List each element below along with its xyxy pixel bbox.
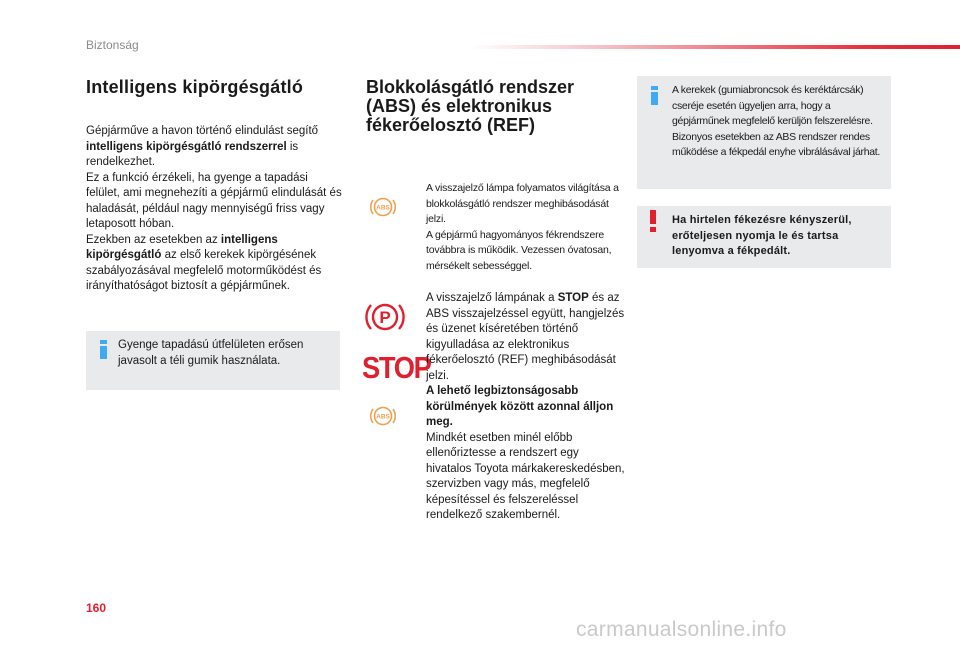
info-icon <box>99 340 109 363</box>
middle-section-title: Blokkolásgátló rendszer (ABS) és elektronikus fékerőelosztó (REF) <box>366 77 575 135</box>
watermark: carmanualsonline.info <box>576 618 787 641</box>
header-accent-bar <box>470 45 960 49</box>
abs-icon-label: ABS <box>376 204 390 212</box>
abs-warning-icon <box>368 195 398 224</box>
left-p3-b: intelligens kipörgésgátló <box>86 233 278 261</box>
section-label: Biztonság <box>86 38 139 52</box>
middle-text-1 <box>426 181 624 274</box>
middle-text-2a: A visszajelző lámpának a <box>426 292 558 304</box>
right-warning-text: Ha hirtelen fékezésre kényszerül, erőteljesen nyomja le és tartsa lenyomva a fékpedált. <box>672 214 852 257</box>
right-info-box <box>637 76 891 189</box>
left-p1-a: Gépjárműve a havon történő elindulást segítő <box>86 125 319 137</box>
middle-text-2-end: Mindkét esetben minél előbb ellenőriztesse a rendszert egy hivatalos Toyota márkakereskedésben, szervizben vagy más, megfelelő képesítéssel és felszereléssel rendelkező szakembernél. <box>426 431 625 521</box>
info-icon-right <box>650 86 660 109</box>
left-body-text <box>86 124 342 295</box>
middle-text-1a: A visszajelző lámpa folyamatos világítása a blokkolásgátló rendszer meghibásodását jelzi. <box>426 182 619 225</box>
left-p1-b: intelligens kipörgésgátló rendszerrel <box>86 140 287 153</box>
stop-warning-icon: STOP <box>362 350 431 385</box>
left-section-title: Intelligens kipörgésgátló <box>86 77 304 97</box>
middle-text-2c: és az ABS visszajelzéssel együtt, hangjelzés és üzenet kíséretében történő kigyulladása az elektronikus fékerőelosztó (REF) meghibásodását jelzi. <box>426 292 625 382</box>
exclamation-icon <box>649 210 657 237</box>
brake-p-warning-icon <box>364 300 406 339</box>
left-p3-a: Ezekben az esetekben az <box>86 233 221 246</box>
left-p1-c: is rendelkezhet. <box>86 140 299 168</box>
abs-warning-icon-2 <box>368 404 398 433</box>
page-number: 160 <box>86 601 107 615</box>
left-p2: Ez a funkció érzékeli, ha gyenge a tapadási felület, ami megnehezíti a gépjármű elindulását és haladását, például nagy mennyiségű friss vagy letaposott hóban. <box>86 171 342 230</box>
abs-icon-label-2: ABS <box>376 413 390 421</box>
left-info-box <box>86 331 340 390</box>
right-warning-box <box>637 206 891 268</box>
middle-text-2b: STOP <box>557 292 589 304</box>
middle-text-1b: A gépjármű hagyományos fékrendszere továbbra is működik. Vezessen óvatosan, mérsékelt sebességgel. <box>426 228 612 272</box>
left-info-text: Gyenge tapadású útfelületen erősen javasolt a téli gumik használata. <box>118 339 304 367</box>
middle-text-2-bold: A lehető legbiztonságosabb körülmények között azonnal álljon meg. <box>426 385 614 428</box>
right-info-text: A kerekek (gumiabroncsok és keréktárcsák) cseréje esetén ügyeljen arra, hogy a gépjárműnek megfelelő kerüljön felszerelésre. Bizonyos esetekben az ABS rendszer rendes működése a fékpedál enyhe vibrálásával járhat. <box>672 84 881 158</box>
middle-text-2 <box>426 291 626 524</box>
p-icon-label: P <box>379 308 391 327</box>
left-p3-c: az első kerekek kipörgésének szabályozásával megfelelő motorműködést és irányíthatóságot biztosít a gépjárműnek. <box>86 249 322 292</box>
